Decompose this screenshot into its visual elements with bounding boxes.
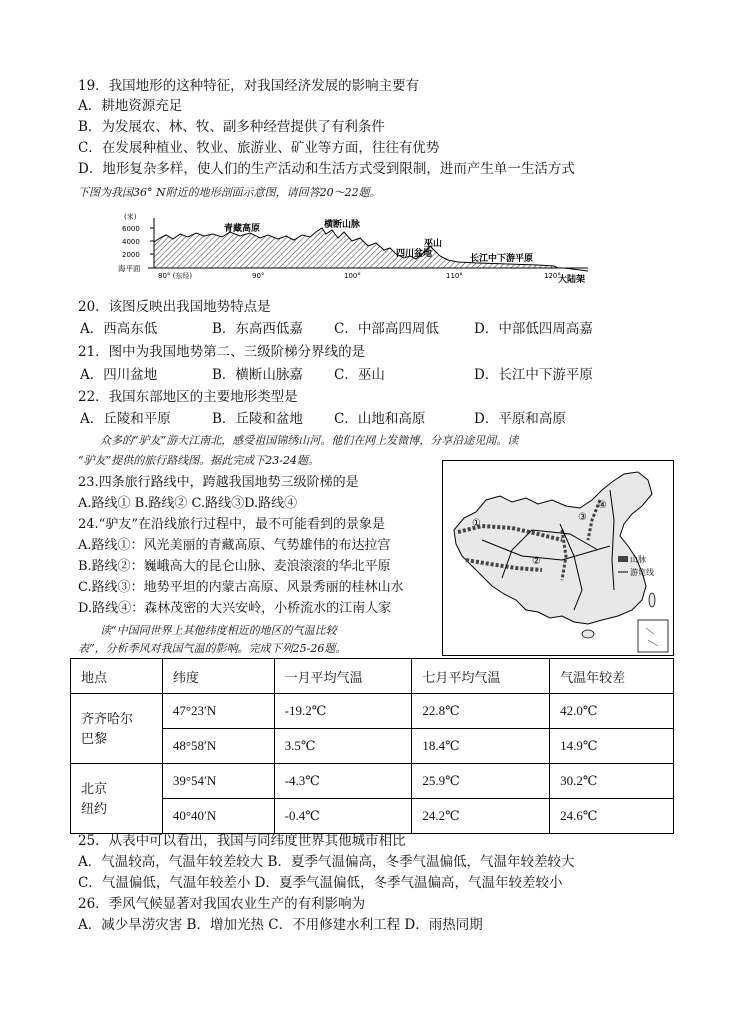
table-cell: 24.6℃ — [550, 799, 674, 834]
q24-option-d: D.路线④：森林茂密的大兴安岭，小桥流水的江南人家 — [78, 601, 392, 616]
table-cell: 25.9℃ — [412, 764, 550, 799]
table-cell: 39°54′N — [162, 764, 274, 799]
q25-stem: 25．从表中可以看出，我国与同纬度世界其他城市相比 — [78, 833, 406, 849]
travel-intro-line1: 众多的“驴友”游大江南北，感受祖国锦绣山河。他们在网上发微博，分享沿途见闻。读 — [100, 434, 519, 447]
table-intro-line2: 表”，分析季风对我国气温的影响。完成下列25-26题。 — [78, 642, 347, 655]
profile-x-tick-90: 90° — [252, 272, 265, 280]
route-label-2: ② — [532, 556, 541, 567]
q25-options-line2: C．气温偏低，气温年较差小 D．夏季气温偏低，冬季气温偏高，气温年较差较小 — [78, 875, 563, 891]
profile-y-tick-sea-level: 海平面 — [118, 264, 141, 273]
q21-option-d: D．长江中下游平原 — [474, 367, 593, 383]
table-header-cell: 一月平均气温 — [274, 659, 412, 694]
q26-stem: 26．季风气候显著对我国农业生产的有利影响为 — [78, 896, 366, 912]
q21-option-c: C．巫山 — [334, 367, 385, 383]
table-cell: 3.5℃ — [274, 729, 412, 764]
profile-x-tick-110: 110° — [446, 272, 463, 280]
table-cell: 47°23′N — [162, 694, 274, 729]
q20-stem: 20．该图反映出我国地势特点是 — [78, 299, 271, 315]
profile-label-continental-shelf: 大陆架 — [558, 275, 586, 285]
q23-options: A.路线① B.路线② C.路线③D.路线④ — [78, 496, 298, 511]
table-cell: 22.8℃ — [412, 694, 550, 729]
q19-option-b: B．为发展农、林、牧、副多种经营提供了有利条件 — [78, 119, 385, 135]
q22-stem: 22．我国东部地区的主要地形类型是 — [78, 389, 298, 405]
table-header-row — [71, 659, 674, 694]
route-label-1: ① — [472, 518, 481, 529]
q22-option-a: A．丘陵和平原 — [80, 411, 171, 427]
q20-option-d: D．中部低四周高嘉 — [474, 321, 593, 337]
table-header-cell: 七月平均气温 — [412, 659, 550, 694]
profile-label-sichuan-basin: 四川盆地 — [396, 249, 433, 259]
q23-stem: 23.四条旅行路线中，跨越我国地势三级阶梯的是 — [78, 475, 359, 490]
table-cell: 18.4℃ — [412, 729, 550, 764]
q19-option-d: D．地形复杂多样，使人们的生产活动和生活方式受到限制，进而产生单一生活方式 — [78, 161, 575, 177]
travel-intro-line2: “驴友”提供的旅行路线图。据此完成下23-24题。 — [78, 454, 319, 467]
profile-label-tibetan-plateau: 青藏高原 — [224, 224, 261, 234]
table-cell: -4.3℃ — [274, 764, 412, 799]
profile-label-wushan: 巫山 — [424, 239, 443, 249]
table-cell: 24.2℃ — [412, 799, 550, 834]
table-cell: 40°40′N — [162, 799, 274, 834]
legend-route-label: 游览线 — [630, 568, 654, 577]
q24-option-c: C.路线③：地势平坦的内蒙古高原、风景秀丽的桂林山水 — [78, 580, 404, 595]
city-paris: 巴黎 — [81, 730, 108, 746]
city-beijing: 北京 — [81, 780, 108, 796]
profile-label-hengduan-mountains: 横断山脉 — [324, 220, 361, 230]
table-row — [71, 764, 674, 799]
legend-mountain-label: 山脉 — [630, 555, 646, 564]
q19-stem: 19．我国地形的这种特征，对我国经济发展的影响主要有 — [78, 78, 420, 94]
table-cell: 14.9℃ — [550, 729, 674, 764]
table-cell: 30.2℃ — [550, 764, 674, 799]
table-header-cell: 纬度 — [162, 659, 274, 694]
q22-option-d: D．平原和高原 — [474, 411, 566, 427]
route-label-3: ③ — [578, 512, 587, 523]
table-header-cell: 地点 — [71, 659, 163, 694]
q22-option-c: C．山地和高原 — [334, 411, 426, 427]
q20-option-a: A．西高东低 — [80, 321, 158, 337]
table-header-cell: 气温年较差 — [550, 659, 674, 694]
table-city-cell — [71, 694, 163, 764]
q22-option-b: B．丘陵和盆地 — [212, 411, 303, 427]
table-cell: 42.0℃ — [550, 694, 674, 729]
q24-option-a: A.路线①：风光美丽的青藏高原、气势雄伟的布达拉宫 — [78, 538, 391, 553]
profile-y-tick-4000: 4000 — [122, 238, 140, 246]
table-city-cell — [71, 764, 163, 834]
q24-stem: 24.“驴友”在沿线旅行过程中，最不可能看到的景象是 — [78, 517, 385, 532]
terrain-profile-figure — [118, 208, 618, 286]
q21-stem: 21．图中为我国地势第二、三级阶梯分界线的是 — [78, 344, 366, 360]
route-label-4: ④ — [598, 500, 607, 511]
q26-options: A．减少旱涝灾害 B．增加光热 C．不用修建水利工程 D．雨热同期 — [78, 917, 483, 933]
profile-y-tick-2000: 2000 — [122, 251, 140, 259]
table-cell: -0.4℃ — [274, 799, 412, 834]
q21-option-b: B．横断山脉嘉 — [212, 367, 303, 383]
temperature-comparison-table — [70, 658, 674, 834]
city-qiqihar: 齐齐哈尔 — [81, 710, 134, 726]
profile-x-tick-80: 80° (东经) — [158, 272, 193, 280]
profile-y-tick-6000: 6000 — [122, 225, 140, 233]
table-row — [71, 694, 674, 729]
city-new-york: 纽约 — [81, 800, 108, 816]
q19-option-c: C．在发展种植业、牧业、旅游业、矿业等方面，往往有优势 — [78, 140, 440, 156]
q25-options-line1: A．气温较高，气温年较差较大 B．夏季气温偏高，冬季气温偏低，气温年较差较大 — [78, 854, 575, 870]
profile-label-yangtze-plain: 长江中下游平原 — [470, 254, 534, 264]
china-travel-route-map — [442, 460, 674, 656]
q20-option-c: C．中部高四周低 — [334, 321, 439, 337]
q20-option-b: B．东高西低嘉 — [212, 321, 303, 337]
profile-x-tick-120: 120° — [544, 272, 561, 280]
q19-option-a: A．耕地资源充足 — [78, 98, 183, 114]
table-intro-line1: 读“中国同世界上其他纬度相近的地区的气温比较 — [100, 624, 337, 637]
table-cell: -19.2℃ — [274, 694, 412, 729]
legend-mountain-icon — [618, 556, 628, 562]
q21-option-a: A．四川盆地 — [80, 367, 158, 383]
q24-option-b: B.路线②：巍峨高大的昆仑山脉、麦浪滚滚的华北平原 — [78, 559, 391, 574]
profile-intro: 下图为我国36° N附近的地形剖面示意图，请回答20～22题。 — [78, 186, 381, 199]
table-cell: 48°58′N — [162, 729, 274, 764]
profile-x-tick-100: 100° — [344, 272, 361, 280]
profile-unit: (米) — [124, 213, 137, 221]
